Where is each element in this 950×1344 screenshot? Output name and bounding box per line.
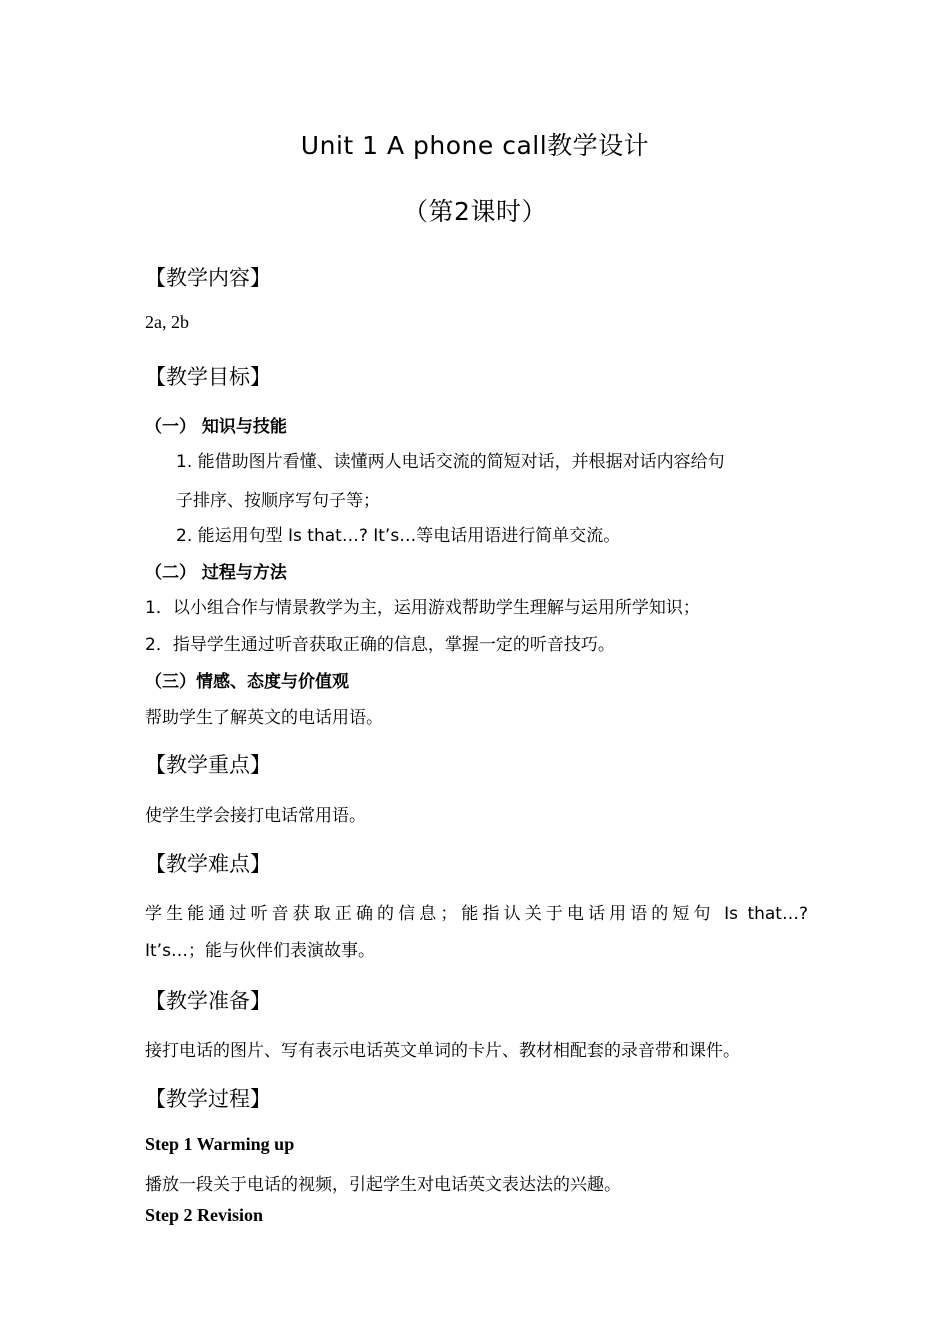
goal1-item2: 2. 能运用句型 Is that…? It’s…等电话用语进行简单交流。 — [176, 526, 621, 546]
goal3-heading: （三）情感、态度与价值观 — [145, 672, 349, 692]
goal2-item2: 2．指导学生通过听音获取正确的信息，掌握一定的听音技巧。 — [145, 635, 615, 655]
heading-preparation: 【教学准备】 — [145, 989, 271, 1013]
heading-key-points: 【教学重点】 — [145, 753, 271, 777]
goal3-text: 帮助学生了解英文的电话用语。 — [145, 708, 383, 728]
heading-teaching-content: 【教学内容】 — [145, 266, 271, 290]
document-title: Unit 1 A phone call教学设计 — [300, 131, 650, 160]
difficulties-line2: It’s…；能与伙伴们表演故事。 — [145, 941, 375, 961]
goal2-heading: （二） 过程与方法 — [145, 563, 287, 583]
heading-teaching-goals: 【教学目标】 — [145, 365, 271, 389]
goal1-item1-line1: 1. 能借助图片看懂、读懂两人电话交流的简短对话，并根据对话内容给句 — [176, 452, 725, 472]
step1-heading: Step 1 Warming up — [145, 1134, 295, 1154]
key-points-text: 使学生学会接打电话常用语。 — [145, 806, 366, 826]
goal1-heading: （一） 知识与技能 — [145, 417, 287, 437]
goal1-item1-line2: 子排序、按顺序写句子等； — [176, 491, 380, 511]
heading-teaching-process: 【教学过程】 — [145, 1087, 271, 1111]
goal2-item1: 1．以小组合作与情景教学为主，运用游戏帮助学生理解与运用所学知识； — [145, 598, 700, 618]
lesson-subtitle: （第2课时） — [403, 197, 547, 226]
preparation-text: 接打电话的图片、写有表示电话英文单词的卡片、教材相配套的录音带和课件。 — [145, 1041, 740, 1061]
heading-difficulties: 【教学难点】 — [145, 852, 271, 876]
step1-text: 播放一段关于电话的视频，引起学生对电话英文表达法的兴趣。 — [145, 1175, 621, 1195]
teaching-content-text: 2a, 2b — [145, 312, 189, 332]
step2-heading: Step 2 Revision — [145, 1205, 264, 1225]
difficulties-line1: 学生能通过听音获取正确的信息；能指认关于电话用语的短句 Is that…? — [145, 904, 808, 924]
